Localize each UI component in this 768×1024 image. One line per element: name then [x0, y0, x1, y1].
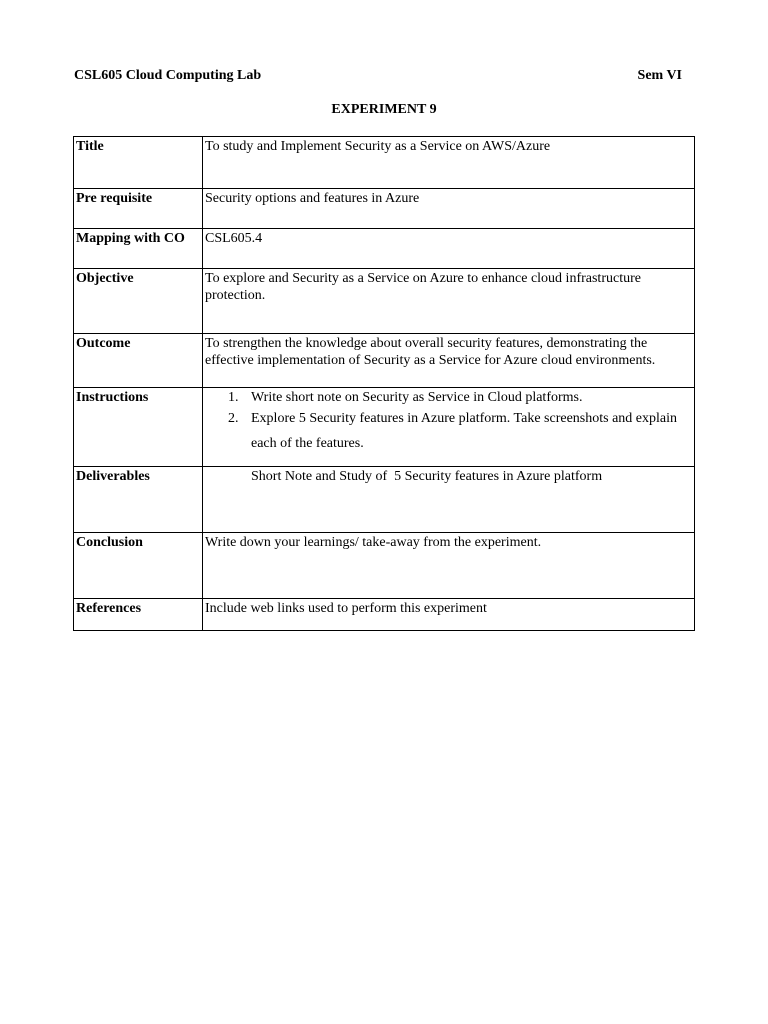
list-item-number: 2. — [228, 411, 239, 426]
row-label-outcome: Outcome — [74, 334, 203, 388]
table-row-references — [74, 599, 695, 631]
row-label-prerequisite: Pre requisite — [74, 189, 203, 229]
row-value-conclusion: Write down your learnings/ take-away from the experiment. — [203, 533, 695, 599]
table-row-prerequisite — [74, 189, 695, 229]
table-row-outcome — [74, 334, 695, 388]
table-row-instructions — [74, 388, 695, 467]
experiment-title: EXPERIMENT 9 — [331, 102, 437, 117]
row-value-title: To study and Implement Security as a Service on AWS/Azure — [203, 137, 695, 189]
row-label-mapping: Mapping with CO — [74, 229, 203, 269]
row-label-references: References — [74, 599, 203, 631]
list-item-text: Explore 5 Security features in Azure platform. Take screenshots and explain each of the features. — [251, 411, 678, 451]
row-value-instructions — [203, 388, 695, 467]
row-value-mapping: CSL605.4 — [203, 229, 695, 269]
row-label-deliverables: Deliverables — [74, 467, 203, 533]
row-label-conclusion: Conclusion — [74, 533, 203, 599]
table-row-objective — [74, 269, 695, 334]
row-label-instructions: Instructions — [74, 388, 203, 467]
row-label-title: Title — [74, 137, 203, 189]
row-value-deliverables — [203, 467, 695, 533]
row-label-objective: Objective — [74, 269, 203, 334]
list-item — [228, 406, 693, 456]
table-row-conclusion — [74, 533, 695, 599]
experiment-details-table — [73, 136, 695, 631]
table-row-deliverables — [74, 467, 695, 533]
row-value-prerequisite: Security options and features in Azure — [203, 189, 695, 229]
row-value-references: Include web links used to perform this experiment — [203, 599, 695, 631]
table-row-title — [74, 137, 695, 189]
table-row-mapping — [74, 229, 695, 269]
deliverables-text: Short Note and Study of 5 Security features in Azure platform — [251, 469, 603, 484]
row-value-objective: To explore and Security as a Service on Azure to enhance cloud infrastructure protection. — [203, 269, 695, 334]
semester-label: Sem VI — [637, 68, 682, 83]
course-name: CSL605 Cloud Computing Lab — [74, 68, 262, 83]
instructions-list — [205, 389, 693, 456]
list-item-number: 1. — [228, 390, 239, 405]
row-value-outcome: To strengthen the knowledge about overall security features, demonstrating the effective implementation of Security as a Service for Azure cloud environments. — [203, 334, 695, 388]
list-item-text: Write short note on Security as Service in Cloud platforms. — [251, 390, 583, 405]
